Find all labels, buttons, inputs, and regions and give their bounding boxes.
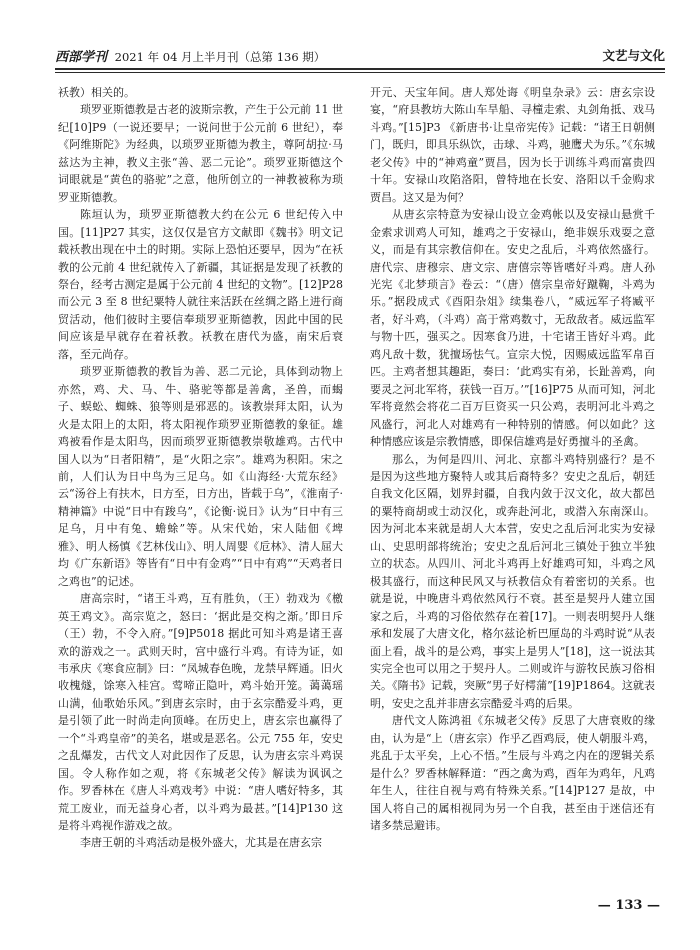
paragraph: 唐代文人陈鸿祖《东城老父传》反思了大唐衰败的缘由，认为是“上（唐玄宗）作乎乙酉鸡辰，使人朝服斗鸡，兆乱于太平矣，上心不悟。”生辰与斗鸡之内在的逻辑关系是什么？罗香林解释道：“西之禽为鸡，酉年为鸡年，凡鸡年生人，往往自视与鸡有特殊关系。”[14]P127 是故，中国人将自己的属相视同为另一个自我，甚至由于迷信还有诸多禁忌避讳。 [370, 714, 655, 833]
paragraph: 琐罗亚斯德教的教旨为善、恶二元论，具体到动物上亦然，鸡、犬、马、牛、骆驼等都是善禽，圣兽，而蝎子、蜈蚣、蜘蛛、狼等则是邪恶的。该教崇拜太阳，认为火是太阳上的太阳，将太阳视作琐罗亚斯德教的象征。雄鸡被看作是太阳鸟，因而琐罗亚斯德教崇敬雄鸡。古代中国人以为“日者阳精”，是“火阳之宗”。雄鸡为积阳。宋之前，人们认为日中鸟为三足乌。如《山海经·大荒东经》云“汤谷上有扶木，日方至，日方出，皆载于乌”，《淮南子·精神篇》中说“日中有踆乌”，《论衡·说日》认为“日中有三足乌，月中有兔、蟾蜍”等。从宋代始，宋人陆佃《埤雅》、明人杨慎《艺林伐山》、明人周婴《卮林》、清人屈大均《广东新语》等皆有“日中有金鸡”“日中有鸡”“天鸡者日之鸡也”的记述。 [58, 365, 343, 588]
issue-info: 2021 年 04 月上半月刊（总第 136 期） [114, 50, 326, 64]
right-column [370, 84, 655, 924]
paragraph: 陈垣认为，琐罗亚斯德教大约在公元 6 世纪传入中国。[11]P27 其实，这仅仅是官方文献即《魏书》明文记载袄教出现在中土的时期。实际上恐怕还要早，因为“在袄教的公元前 4 世纪就传入了新疆，其证据是发现了袄教的祭台，经考古测定是属于公元前 4 世纪的文物”。[12]P28 而公元 3 至 8 世纪粟特人就往来活跃在丝绸之路上进行商贸活动，他们彼时主要信奉琐罗亚斯德教，因此中国的民间应该是早就存在着袄教。袄教在唐代为盛，南宋后衰落，至元尚存。 [58, 208, 343, 361]
page-number: — 133 — [597, 898, 660, 913]
paragraph: 李唐王朝的斗鸡活动是极外盛大，尤其是在唐玄宗 [80, 836, 322, 850]
journal-logo: 西部学刊 [55, 50, 108, 65]
paragraph: 琐罗亚斯德教是古老的波斯宗教，产生于公元前 11 世纪[10]P9（一说还要早；一说问世于公元前 6 世纪），奉《阿维斯陀》为经典，以琐罗亚斯德为教主，尊阿胡拉·马兹达为主神，教义主张“善、恶二元论”。琐罗亚斯德这个词眼就是“黄色的骆驼”之意，他所创立的一神教被称为琐罗亚斯德教。 [58, 103, 343, 204]
journal-masthead [55, 46, 325, 65]
paragraph: 从唐玄宗特意为安禄山设立金鸡帐以及安禄山悬赏千金索求训鸡人可知，雄鸡之于安禄山，绝非娱乐戏耍之意义，而是有其宗教信仰在。安史之乱后，斗鸡依然盛行。唐代宗、唐穆宗、唐文宗、唐僖宗等皆嗜好斗鸡。唐人孙光宪《北梦琐言》卷云：“（唐）僖宗皇帝好蹴鞠，斗鸡为乐。”据段成式《酉阳杂俎》续集卷八，“威远军子将臧平者，好斗鸡，（斗鸡）高于常鸡数寸，无敌敌者。威远监军与物十匹，强买之。因寒食乃进，十宅诸王皆好斗鸡。此鸡凡敌十数，犹擅场怯气。宣宗大悦，因赐威远监军帛百匹。主鸡者想其趣距，奏曰：‘此鸡实有弟，长趾善鸡，向要灵之河北军将，获钱一百万。’”[16]P75 从而可知，河北军将竟然会将花二百万巨资买一只公鸡，表明河北斗鸡之风盛行，河北人对雄鸡有一种特别的情感。何以如此？这种情感应该是宗教情感，即保信雄鸡是好勇擅斗的圣禽。 [370, 208, 655, 449]
paragraph: 唐高宗时，“诸王斗鸡，互有胜负，（王）勃戏为《檄英王鸡文》。高宗览之，怒曰：‘据此是交构之渐。’即日斥（王）勃，不令入府。”[9]P5018 据此可知斗鸡是诸王喜欢的游戏之一。武则天时，宫中盛行斗鸡。有诗为证，如韦承庆《寒食应制》曰：“凤城春色晚，龙禁早辉通。旧火收槐燧，馀寒入桂宫。莺啼正隐叶，鸡斗始开笼。蔼蔼瑶山满，仙歌始乐风。”到唐玄宗时，由于玄宗酷爱斗鸡，更是引领了此一时尚走向顶峰。在历史上，唐玄宗也赢得了一个“斗鸡皇帝”的美名，堪或是恶名。公元 755 年，安史之乱爆发，古代文人对此因作了反思，认为唐玄宗斗鸡误国。令人称作如之观，将《东城老父传》解读为讽讽之作。罗香林在《唐人斗鸡戏考》中说：“唐人嗜好特多，其荒工废业，而无益身心者，以斗鸡为最甚。”[14]P130 这是将斗鸡视作游戏之故。 [58, 592, 343, 833]
section-title: 文艺与文化 [602, 48, 665, 63]
paragraph: 袄教）相关的。 [58, 86, 135, 99]
paragraph: 那么，为何是四川、河北、京都斗鸡特别盛行？是不是因为这些地方聚特人或其后裔特多？安史之乱后，朝廷自我文化区隔，划界封疆，自我内敛于汉文化，故大都邑的粟特商胡或士动汉化，或奔赴河北，或潜入东南深山。因为河北本来就是胡人大本营，安史之乱后河北实为安禄山、史思明部将统治；安史之乱后河北三镇处于独立半独立的状态。从四川、河北斗鸡再上好雄鸡可知，斗鸡之风极其盛行，而这种民风又与袄教信众有着密切的关系。也就是说，中晚唐斗鸡依然风行不衰。甚至是契丹人建立国家之后，斗鸡的习俗依然存在着[17]。一则表明契丹人继承和发展了大唐文化，格尔兹论析巴厘岛的斗鸡时说“从表面上看，战斗的是公鸡，事实上是男人”[18]，这一说法其实完全也可以用之于契丹人。二则或许与游牧民族习俗相关。《隋书》记载，突厥“男子好樗蒲”[19]P1864。这就表明，安史之乱并非唐玄宗酷爱斗鸡的后果。 [370, 452, 655, 710]
paragraph: 开元、天宝年间。唐人郑处诲《明皇杂录》云：唐玄宗设宴，“府县教坊大陈山车旱船、寻橦走索、丸剑角抵、戏马斗鸡。”[15]P3 《新唐书·让皇帝宪传》记载：“诸王日朝侧门，既归，即具乐纵饮，击球、斗鸡，驰鹰犬为乐。”《东城老父传》中的“神鸡童”贾昌，因为长于训练斗鸡而富贵四十年。安禄山攻陷洛阳，曾特地在长安、洛阳以千金购求贾昌。这又是为何？ [370, 86, 655, 204]
header-rule-thin [55, 72, 665, 73]
page-header [55, 38, 665, 72]
left-column [58, 84, 343, 924]
header-rule-thick [55, 68, 665, 70]
